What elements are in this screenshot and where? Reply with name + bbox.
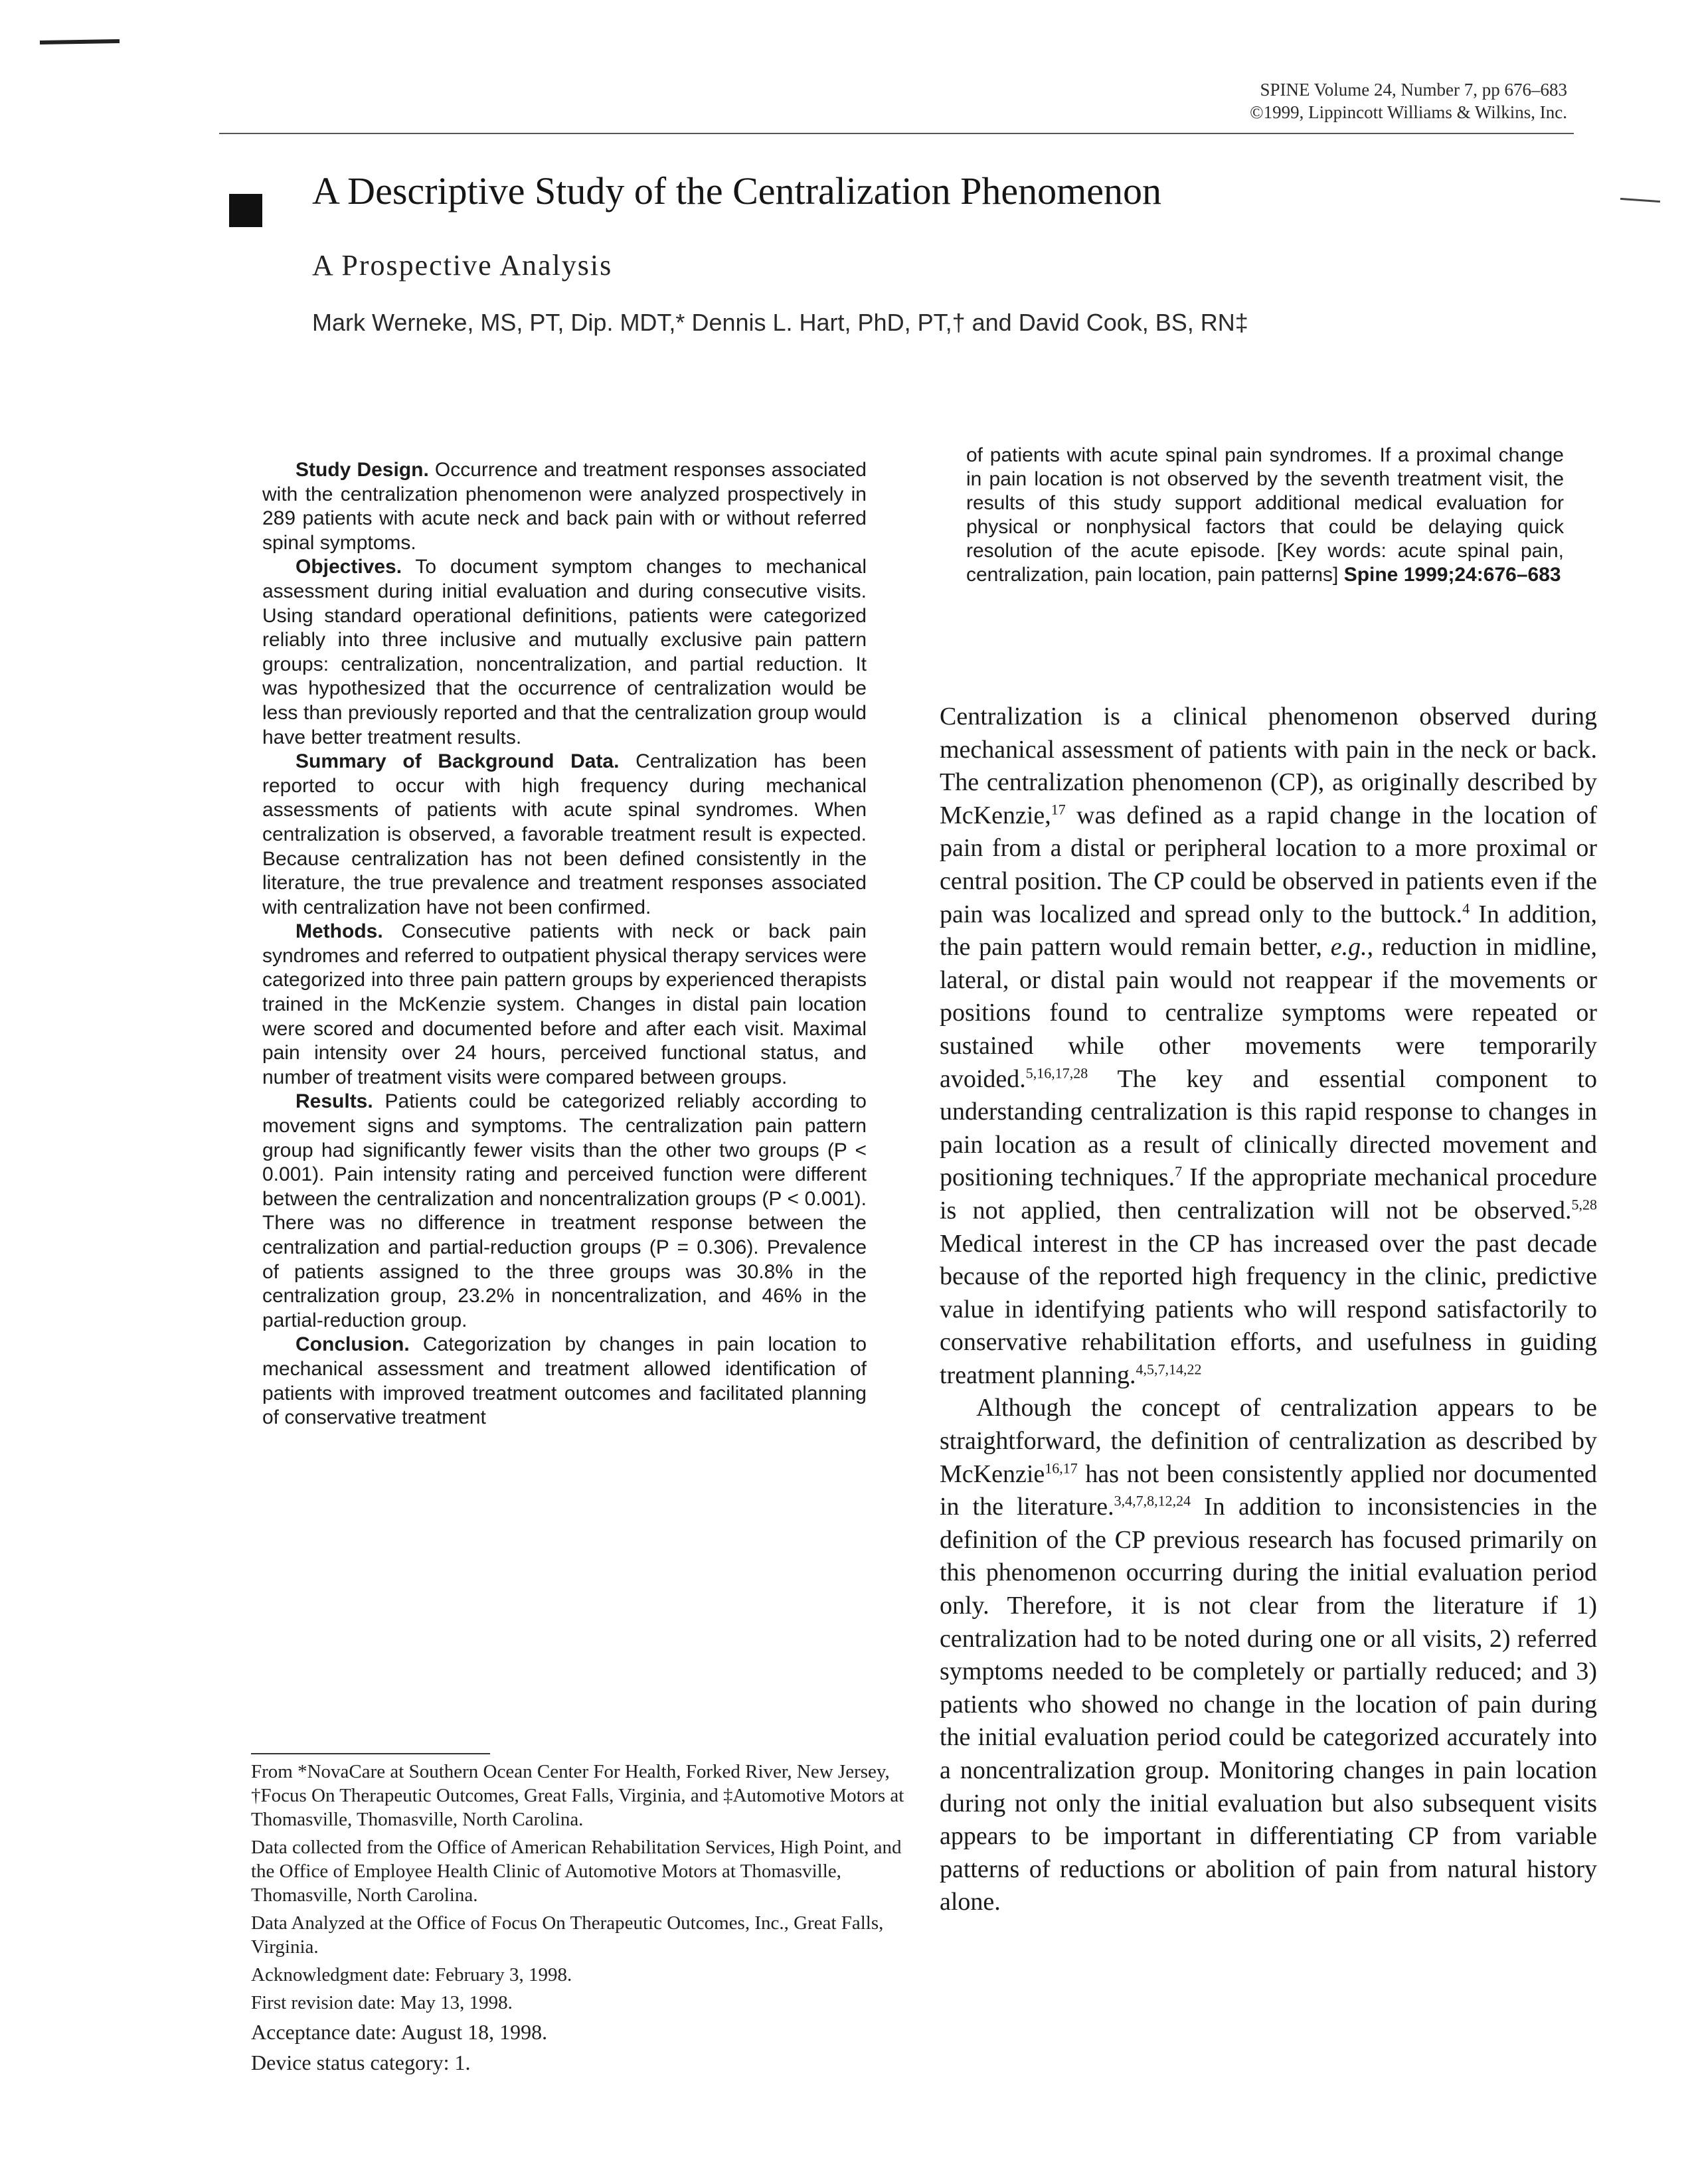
body-text: Centralization is a clinical phenomenon observed during mechanical assessment of patients with pain in the neck or back. The centralization phenomenon (CP), as originally described by McKenzie, bbox=[940, 703, 1597, 829]
reference-superscript: 4 bbox=[1462, 899, 1470, 916]
journal-header bbox=[1195, 78, 1567, 124]
abstract bbox=[262, 458, 867, 1430]
reference-superscript: 4,5,7,14,22 bbox=[1136, 1361, 1202, 1378]
spine-citation: Spine 1999;24:676–683 bbox=[1343, 564, 1561, 586]
reference-superscript: 5,16,17,28 bbox=[1025, 1064, 1088, 1081]
device-status: Device status category: 1. bbox=[251, 2051, 471, 2074]
abstract-label: Methods. bbox=[296, 920, 383, 943]
body-text: In addition, the pain pattern would remain better, bbox=[940, 900, 1597, 962]
abstract-paragraph bbox=[262, 750, 867, 920]
abstract-label: Study Design. bbox=[296, 459, 429, 481]
article-body bbox=[940, 701, 1597, 1919]
affiliation-footnote: From *NovaCare at Southern Ocean Center For Health, Forked River, New Jersey, †Focus On Therapeutic Outcomes, Great Falls, Virginia, and ‡Automotive Motors at Thomasville, Thomasville, North Carolina. bbox=[251, 1761, 904, 1830]
reference-superscript: 17 bbox=[1051, 801, 1066, 818]
reference-superscript: 5,28 bbox=[1571, 1196, 1597, 1213]
data-analysis-footnote: Data Analyzed at the Office of Focus On Therapeutic Outcomes, Inc., Great Falls, Virginia. bbox=[251, 1912, 884, 1958]
body-text: was defined as a rapid change in the location of pain from a distal or peripheral location to a more proximal or central position. The CP could be observed in patients even if the pain was localized and spread only to the buttock. bbox=[940, 801, 1597, 928]
copyright-line: ©1999, Lippincott Williams & Wilkins, Inc. bbox=[1250, 102, 1567, 122]
abstract-label: Results. bbox=[296, 1090, 373, 1113]
article-title: A Descriptive Study of the Centralization Phenomenon bbox=[312, 169, 1161, 212]
body-paragraph-2 bbox=[940, 1392, 1597, 1919]
footnote-rule bbox=[251, 1753, 490, 1754]
body-text: Medical interest in the CP has increased over the past decade because of the reported high frequency in the clinic, predictive value in identifying patients who will respond satisfactorily to conservative rehabilitation efforts, and usefulness in guiding treatment planning. bbox=[940, 1229, 1597, 1389]
abstract-text: Patients could be categorized reliably according to movement signs and symptoms. The centralization pain pattern group had significantly fewer visits than the other two groups (P < 0.001). Pain intensity rating and perceived function were different between the centralization and noncentralization groups (P < 0.001). There was no difference in treatment response between the centralization and partial-reduction groups (P = 0.306). Prevalence of patients assigned to the three groups was 30.8% in the centralization group, 23.2% in noncentralization, and 46% in the partial-reduction group. bbox=[262, 1090, 867, 1331]
scan-edge-mark bbox=[1620, 198, 1660, 203]
abstract-text: To document symptom changes to mechanical assessment during initial evaluation and during consecutive visits. Using standard operational definitions, patients were categorized reliably into three inclusive and mutually exclusive pain pattern groups: centralization, noncentralization, and partial reduction. It was hypothesized that the occurrence of centralization would be less than previously reported and that the centralization group would have better treatment results. bbox=[262, 556, 867, 748]
acknowledgment-date: Acknowledgment date: February 3, 1998. bbox=[251, 1964, 572, 1985]
scan-edge-mark bbox=[40, 39, 120, 44]
body-text: In addition to inconsistencies in the definition of the CP previous research has focused primarily on this phenomenon occurring during the initial evaluation period only. Therefore, it is not clear from the literature if 1) centralization had to be noted during one or all visits, 2) referred symptoms needed to be completely or partially reduced; and 3) patients who showed no change in the location of pain during the initial evaluation period could be categorized accurately into a noncentralization group. Monitoring changes in pain location during not only the initial evaluation but also subsequent visits appears to be important in differentiating CP from variable patterns of reductions or abolition of pain from natural history alone. bbox=[940, 1493, 1597, 1916]
abstract-paragraph bbox=[262, 1333, 867, 1430]
abstract-text: Consecutive patients with neck or back pain syndromes and referred to outpatient physical therapy services were categorized into three pain pattern groups by experienced therapists trained in the McKenzie system. Changes in distal pain location were scored and documented before and after each visit. Maximal pain intensity over 24 hours, perceived functional status, and number of treatment visits were compared between groups. bbox=[262, 920, 867, 1088]
body-text: has not been consistently applied nor documented in the literature. bbox=[940, 1460, 1597, 1521]
reference-superscript: 7 bbox=[1175, 1163, 1183, 1180]
body-text: , reduction in midline, lateral, or distal pain would not reappear if the movements or positions found to centralize symptoms were repeated or sustained while other movements were temporarily avoided. bbox=[940, 933, 1597, 1093]
journal-citation: SPINE Volume 24, Number 7, pp 676–683 bbox=[1260, 80, 1567, 100]
abstract-label: Objectives. bbox=[296, 556, 402, 578]
body-paragraph-1 bbox=[940, 701, 1597, 1392]
body-text: Although the concept of centralization appears to be straightforward, the definition of centralization as described by McKenzie bbox=[940, 1394, 1597, 1488]
abstract-label: Conclusion. bbox=[296, 1333, 410, 1356]
reference-superscript: 16,17 bbox=[1045, 1460, 1078, 1476]
abstract-text: Categorization by changes in pain location to mechanical assessment and treatment allowed identification of patients with improved treatment outcomes and facilitated planning of conservative treatment bbox=[262, 1333, 867, 1429]
acceptance-date: Acceptance date: August 18, 1998. bbox=[251, 2020, 548, 2044]
body-text: If the appropriate mechanical procedure is not applied, then centralization will not be observed. bbox=[940, 1163, 1597, 1224]
abstract-paragraph bbox=[262, 920, 867, 1090]
abstract-continued-text: of patients with acute spinal pain syndromes. If a proximal change in pain location is not observed by the seventh treatment visit, the results of this study support additional medical evaluation for physical or nonphysical factors that could be delaying quick resolution of the acute episode. [Key words: acute spinal pain, centralization, pain location, pain patterns] bbox=[966, 444, 1564, 586]
abstract-paragraph bbox=[262, 555, 867, 750]
reference-superscript: 3,4,7,8,12,24 bbox=[1114, 1492, 1191, 1509]
abstract-continued bbox=[966, 444, 1564, 587]
abstract-label: Summary of Background Data. bbox=[296, 750, 620, 773]
abstract-text: Centralization has been reported to occur with high frequency during mechanical assessments of patients with acute spinal syndromes. When centralization is observed, a favorable treatment result is expected. Because centralization has not been defined consistently in the literature, the true prevalence and treatment responses associated with centralization have not been confirmed. bbox=[262, 750, 867, 918]
data-collection-footnote: Data collected from the Office of American Rehabilitation Services, High Point, and the Office of Employee Health Clinic of Automotive Motors at Thomasville, Thomasville, North Carolina. bbox=[251, 1837, 902, 1906]
title-marker-square bbox=[229, 194, 262, 227]
revision-date: First revision date: May 13, 1998. bbox=[251, 1992, 513, 2013]
footnotes bbox=[251, 1760, 915, 2080]
article-subtitle: A Prospective Analysis bbox=[312, 249, 613, 282]
author-list: Mark Werneke, MS, PT, Dip. MDT,* Dennis L. Hart, PhD, PT,† and David Cook, BS, RN‡ bbox=[312, 309, 1248, 336]
abstract-paragraph bbox=[262, 1090, 867, 1333]
header-rule bbox=[219, 133, 1574, 134]
body-text-italic: e.g. bbox=[1330, 933, 1367, 962]
abstract-text: Occurrence and treatment responses associated with the centralization phenomenon were analyzed prospectively in 289 patients with acute neck and back pain with or without referred spinal symptoms. bbox=[262, 459, 867, 554]
body-text: The key and essential component to understanding centralization is this rapid response to changes in pain location as a result of clinically directed movement and positioning techniques. bbox=[940, 1064, 1597, 1192]
abstract-paragraph bbox=[262, 458, 867, 555]
